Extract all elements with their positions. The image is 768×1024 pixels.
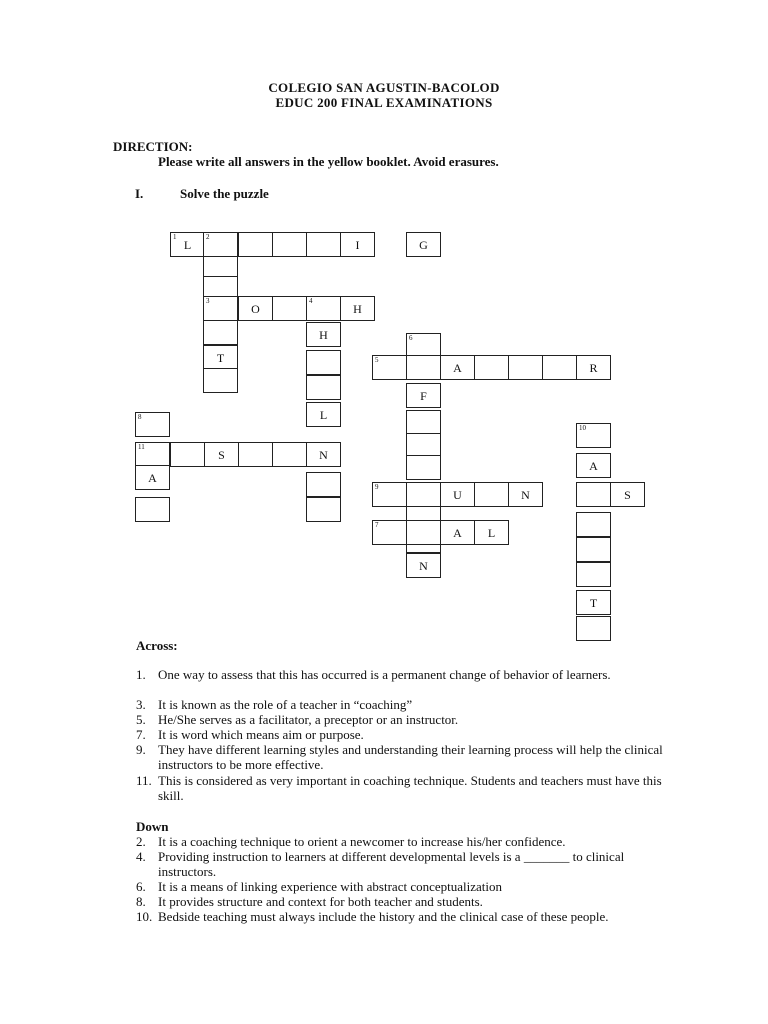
cell-letter: S xyxy=(624,488,631,502)
clue-number: 11. xyxy=(136,773,152,788)
clue-text: They have different learning styles and understanding their learning process will help the clinical instructors to be more effective. xyxy=(158,742,663,772)
across-clue xyxy=(136,742,676,772)
cell-number: 2 xyxy=(206,233,210,241)
cell-number: 3 xyxy=(206,297,210,305)
cell-letter: L xyxy=(319,408,328,422)
crossword-cell xyxy=(238,442,273,467)
down-clue xyxy=(136,894,676,909)
crossword-cell xyxy=(576,616,611,641)
crossword-cell xyxy=(204,442,239,467)
crossword-cell xyxy=(542,355,577,380)
cell-number: 8 xyxy=(138,413,142,421)
crossword-cell xyxy=(406,520,441,545)
clue-number: 10. xyxy=(136,909,153,924)
crossword-cell xyxy=(576,482,611,507)
crossword-cell xyxy=(135,412,170,437)
cell-number: 5 xyxy=(375,356,379,364)
cell-letter: O xyxy=(251,302,260,316)
clue-text: It provides structure and context for both teacher and students. xyxy=(158,894,483,909)
crossword-cell xyxy=(306,375,341,400)
cell-letter: A xyxy=(453,361,462,375)
clue-number: 7. xyxy=(136,727,146,742)
cell-letter: G xyxy=(419,238,428,252)
crossword-cell xyxy=(135,442,170,467)
cell-letter: S xyxy=(218,448,225,462)
crossword-cell xyxy=(272,232,307,257)
crossword-cell xyxy=(306,296,341,321)
cell-letter: H xyxy=(353,302,362,316)
across-clue xyxy=(136,773,676,803)
cell-letter: L xyxy=(487,526,496,540)
crossword-cell xyxy=(576,562,611,587)
clue-number: 5. xyxy=(136,712,146,727)
down-clue xyxy=(136,879,676,894)
cell-letter: N xyxy=(419,559,428,573)
clue-text: Providing instruction to learners at different developmental levels is a _______ to clinical instructors. xyxy=(158,849,625,879)
crossword-cell xyxy=(440,355,475,380)
crossword-cell xyxy=(406,383,441,408)
crossword-cell xyxy=(203,296,238,321)
down-heading: Down xyxy=(136,819,169,834)
clue-number: 6. xyxy=(136,879,146,894)
crossword-cell xyxy=(272,296,307,321)
school-name: COLEGIO SAN AGUSTIN-BACOLOD xyxy=(268,80,500,95)
crossword-cell xyxy=(406,553,441,578)
cell-letter: F xyxy=(420,389,427,403)
cell-number: 11 xyxy=(138,443,145,451)
crossword-cell xyxy=(474,520,509,545)
clue-number: 2. xyxy=(136,834,146,849)
crossword-cell xyxy=(203,345,238,370)
clue-text: One way to assess that this has occurred is a permanent change of behavior of learners. xyxy=(158,667,611,682)
crossword-cell xyxy=(508,482,543,507)
crossword-cell xyxy=(340,296,375,321)
crossword-cell xyxy=(306,472,341,497)
crossword-cell xyxy=(372,482,407,507)
crossword-cell xyxy=(474,355,509,380)
crossword-cell xyxy=(203,368,238,393)
across-heading: Across: xyxy=(136,638,178,653)
crossword-cell xyxy=(238,296,273,321)
cell-letter: L xyxy=(183,238,192,252)
cell-number: 6 xyxy=(409,334,413,342)
crossword-cell xyxy=(306,402,341,427)
clue-number: 4. xyxy=(136,849,146,864)
cell-letter: T xyxy=(216,351,225,365)
crossword-cell xyxy=(272,442,307,467)
crossword-cell xyxy=(340,232,375,257)
cell-letter: N xyxy=(521,488,530,502)
section-title: Solve the puzzle xyxy=(180,186,269,201)
crossword-cell xyxy=(576,355,611,380)
clue-number: 3. xyxy=(136,697,146,712)
exam-title: EDUC 200 FINAL EXAMINATIONS xyxy=(275,95,493,110)
across-clue xyxy=(136,667,676,682)
crossword-cell xyxy=(306,232,341,257)
crossword-cell xyxy=(406,410,441,435)
across-clue xyxy=(136,712,676,727)
direction-text: Please write all answers in the yellow booklet. Avoid erasures. xyxy=(158,154,499,169)
crossword-cell xyxy=(238,232,273,257)
clue-text: This is considered as very important in coaching technique. Students and teachers must have this skill. xyxy=(158,773,662,803)
crossword-cell xyxy=(306,442,341,467)
cell-letter: A xyxy=(453,526,462,540)
down-clue xyxy=(136,909,676,924)
clue-text: It is known as the role of a teacher in “coaching” xyxy=(158,697,413,712)
crossword-cell xyxy=(306,497,341,522)
cell-letter: R xyxy=(589,361,598,375)
crossword-cell xyxy=(406,482,441,507)
cell-letter: T xyxy=(589,596,598,610)
cell-number: 10 xyxy=(579,424,586,432)
cell-letter: H xyxy=(319,328,328,342)
crossword-cell xyxy=(576,512,611,537)
crossword-cell xyxy=(203,232,238,257)
crossword-cell xyxy=(474,482,509,507)
clue-text: It is a means of linking experience with abstract conceptualization xyxy=(158,879,503,894)
clue-text: It is word which means aim or purpose. xyxy=(158,727,364,742)
crossword-cell xyxy=(440,520,475,545)
across-clue xyxy=(136,727,676,742)
crossword-cell xyxy=(440,482,475,507)
cell-number: 7 xyxy=(375,521,379,529)
crossword-cell xyxy=(203,320,238,345)
crossword-cell xyxy=(135,465,170,490)
clue-text: It is a coaching technique to orient a newcomer to increase his/her confidence. xyxy=(158,834,566,849)
clue-number: 8. xyxy=(136,894,146,909)
crossword-cell xyxy=(576,423,611,448)
direction-label: DIRECTION: xyxy=(113,139,193,154)
cell-letter: A xyxy=(589,459,598,473)
crossword-cell xyxy=(576,453,611,478)
cell-number: 9 xyxy=(375,483,379,491)
crossword-cell xyxy=(372,520,407,545)
crossword-cell xyxy=(306,322,341,347)
crossword-cell xyxy=(406,455,441,480)
crossword-cell xyxy=(610,482,645,507)
crossword-cell xyxy=(306,350,341,375)
cell-letter: I xyxy=(355,238,360,252)
crossword-cell xyxy=(170,232,205,257)
cell-letter: N xyxy=(319,448,328,462)
crossword-cell xyxy=(372,355,407,380)
clue-number: 1. xyxy=(136,667,146,682)
clue-text: He/She serves as a facilitator, a preceptor or an instructor. xyxy=(158,712,459,727)
cell-number: 4 xyxy=(309,297,313,305)
crossword-cell xyxy=(406,232,441,257)
clue-text: Bedside teaching must always include the history and the clinical case of these people. xyxy=(158,909,609,924)
down-clue xyxy=(136,849,676,879)
cell-number: 1 xyxy=(173,233,177,241)
crossword-cell xyxy=(576,537,611,562)
cell-letter: A xyxy=(148,471,157,485)
crossword-cell xyxy=(170,442,205,467)
across-clue xyxy=(136,697,676,712)
crossword-cell xyxy=(576,590,611,615)
crossword-cell xyxy=(508,355,543,380)
clue-number: 9. xyxy=(136,742,146,757)
section-number: I. xyxy=(135,186,144,201)
crossword-cell xyxy=(406,355,441,380)
crossword-cell xyxy=(135,497,170,522)
down-clue xyxy=(136,834,676,849)
cell-letter: U xyxy=(453,488,462,502)
